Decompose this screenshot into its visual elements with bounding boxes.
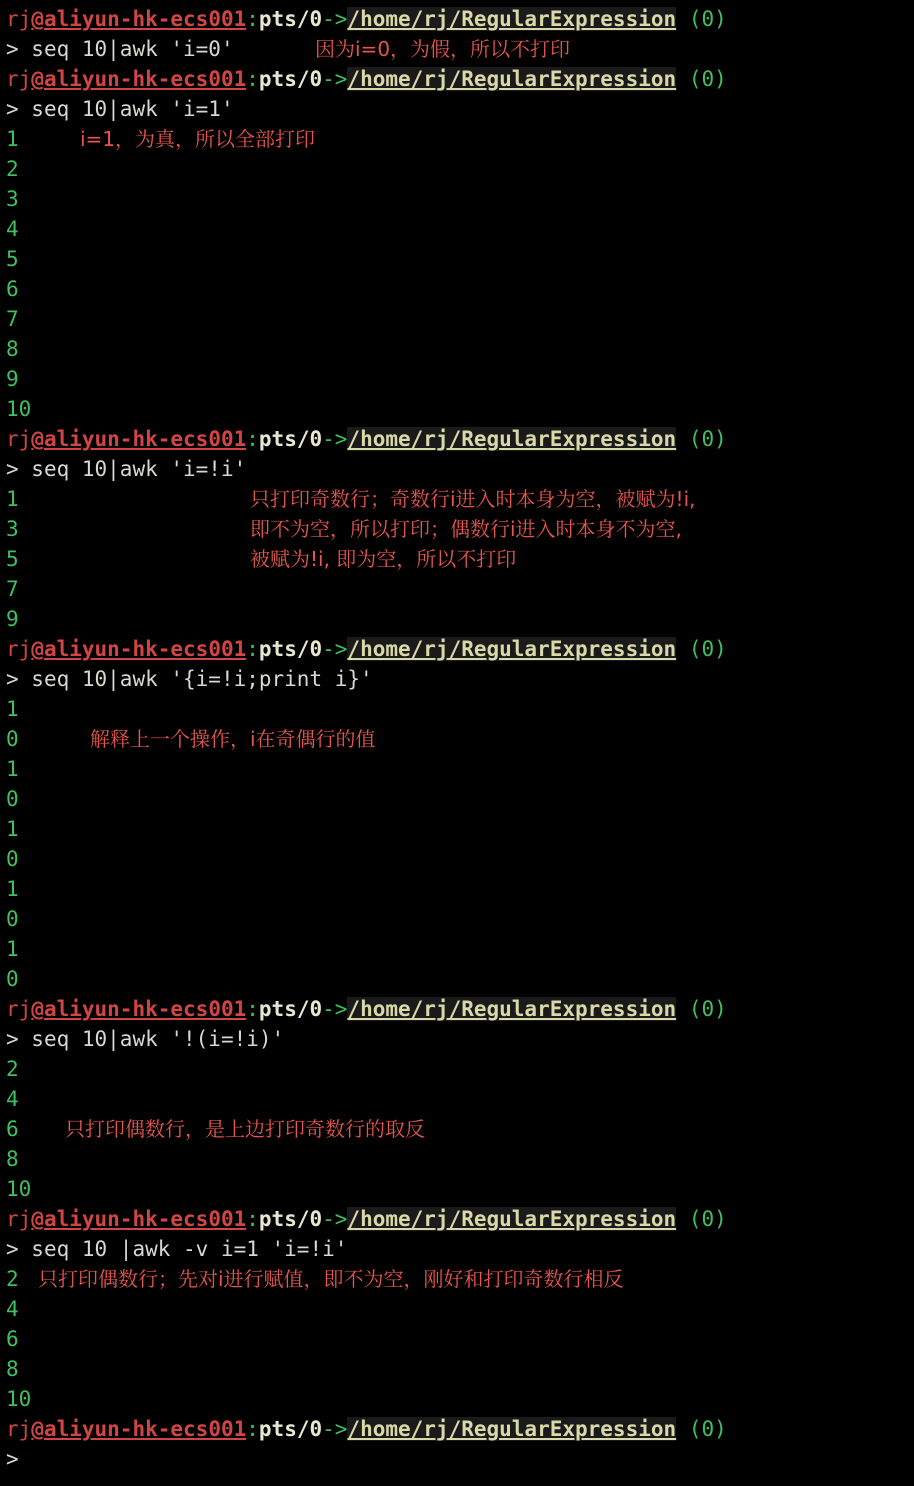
output-line [0, 1144, 914, 1174]
output-value: 3 [6, 517, 19, 541]
output-line [0, 724, 914, 754]
output-value: 9 [6, 607, 19, 631]
output-line [0, 874, 914, 904]
output-value: 8 [6, 337, 19, 361]
output-line [0, 334, 914, 364]
prompt-space [676, 1417, 689, 1441]
annotation-6: 只打印偶数行；先对i进行赋值，即不为空，刚好和打印奇数行相反 [38, 1267, 624, 1291]
output-value: 7 [6, 307, 19, 331]
output-value: 1 [6, 127, 19, 151]
annotation-2: i=1，为真，所以全部打印 [80, 127, 316, 151]
command-text: seq 10|awk 'i=0' [31, 37, 234, 61]
prompt-colon: : [246, 1207, 259, 1231]
prompt-colon: : [246, 67, 259, 91]
command-line[interactable] [0, 1234, 914, 1264]
prompt-user: rj [6, 1207, 32, 1231]
output-line [0, 694, 914, 724]
annotation-3-line2: 即不为空，所以打印；偶数行i进入时本身不为空, [250, 517, 682, 541]
output-line [0, 1174, 914, 1204]
annotation-4: 解释上一个操作，i在奇偶行的值 [90, 727, 376, 751]
active-command-line[interactable] [0, 1444, 914, 1474]
output-line [0, 1264, 914, 1294]
prompt-path: /home/rj/RegularExpression [347, 997, 677, 1021]
prompt-caret: > [6, 1027, 32, 1051]
output-value: 1 [6, 697, 19, 721]
output-line [0, 547, 914, 604]
command-text: seq 10|awk 'i=!i' [31, 457, 247, 481]
prompt-caret: > [6, 1237, 32, 1261]
prompt-space [676, 67, 689, 91]
prompt-space [676, 637, 689, 661]
prompt-path: /home/rj/RegularExpression [347, 1417, 677, 1441]
prompt-path: /home/rj/RegularExpression [347, 427, 677, 451]
annotation-5: 只打印偶数行，是上边打印奇数行的取反 [65, 1117, 425, 1141]
output-value: 10 [6, 397, 32, 421]
prompt-user: rj [6, 997, 32, 1021]
prompt-space [676, 1207, 689, 1231]
output-value: 0 [6, 967, 19, 991]
prompt-caret: > [6, 37, 32, 61]
output-value: 0 [6, 787, 19, 811]
prompt-host-at: @ [31, 427, 44, 451]
prompt-host-at: @ [31, 7, 44, 31]
prompt-user: rj [6, 7, 32, 31]
prompt-colon: : [246, 997, 259, 1021]
prompt-host: aliyun-hk-ecs001 [43, 997, 247, 1021]
prompt-arrow: -> [322, 637, 348, 661]
prompt-status [676, 7, 689, 31]
prompt-arrow: -> [322, 427, 348, 451]
output-line [0, 934, 914, 964]
prompt-path: /home/rj/RegularExpression [347, 637, 677, 661]
output-value: 2 [6, 157, 19, 181]
output-value: 1 [6, 757, 19, 781]
prompt-host: aliyun-hk-ecs001 [43, 1207, 247, 1231]
output-value: 1 [6, 817, 19, 841]
prompt-colon: : [246, 637, 259, 661]
output-value: 2 [6, 1267, 19, 1291]
output-line [0, 244, 914, 274]
command-text: seq 10 |awk -v i=1 'i=!i' [31, 1237, 348, 1261]
command-text: seq 10|awk '!(i=!i)' [31, 1027, 285, 1051]
prompt-colon: : [246, 427, 259, 451]
output-line [0, 1114, 914, 1144]
output-line [0, 904, 914, 934]
output-line [0, 1384, 914, 1414]
output-value: 5 [6, 247, 19, 271]
prompt-host-at: @ [31, 67, 44, 91]
prompt-status-code: (0) [688, 427, 727, 451]
prompt-tty: pts/0 [258, 637, 323, 661]
command-text: seq 10|awk '{i=!i;print i}' [31, 667, 373, 691]
prompt-line [0, 634, 914, 664]
prompt-line [0, 64, 914, 94]
output-value: 0 [6, 727, 19, 751]
output-value: 10 [6, 1387, 32, 1411]
prompt-user: rj [6, 637, 32, 661]
prompt-tty: pts/0 [258, 1417, 323, 1441]
command-line[interactable] [0, 34, 914, 64]
output-value: 3 [6, 187, 19, 211]
annotation-1: 因为i=0，为假，所以不打印 [315, 37, 571, 61]
output-line [0, 304, 914, 334]
prompt-line [0, 1204, 914, 1234]
output-value: 0 [6, 907, 19, 931]
prompt-host-at: @ [31, 1417, 44, 1441]
prompt-arrow: -> [322, 1207, 348, 1231]
output-line [0, 964, 914, 994]
output-line [0, 154, 914, 184]
output-value: 10 [6, 1177, 32, 1201]
output-value: 0 [6, 847, 19, 871]
command-text: seq 10|awk 'i=1' [31, 97, 234, 121]
command-line[interactable] [0, 454, 914, 484]
prompt-tty: pts/0 [258, 427, 323, 451]
prompt-caret: > [6, 1447, 32, 1471]
annotation-3-line3: 被赋为!i, 即为空，所以不打印 [250, 547, 517, 571]
output-value: 2 [6, 1057, 19, 1081]
command-line[interactable] [0, 94, 914, 124]
prompt-host: aliyun-hk-ecs001 [43, 7, 247, 31]
prompt-caret: > [6, 457, 32, 481]
output-value: 4 [6, 1297, 19, 1321]
output-line [0, 1324, 914, 1354]
output-line [0, 604, 914, 634]
output-line [0, 124, 914, 154]
prompt-host: aliyun-hk-ecs001 [43, 427, 247, 451]
output-line [0, 214, 914, 244]
output-line [0, 1054, 914, 1084]
output-value: 4 [6, 1087, 19, 1111]
prompt-path: /home/rj/RegularExpression [347, 67, 677, 91]
output-line [0, 844, 914, 874]
output-value: 1 [6, 937, 19, 961]
prompt-user: rj [6, 67, 32, 91]
prompt-tty: pts/0 [258, 1207, 323, 1231]
output-line [0, 784, 914, 814]
prompt-status-code: (0) [688, 67, 727, 91]
prompt-tty: pts/0 [258, 7, 323, 31]
prompt-line [0, 994, 914, 1024]
prompt-space [676, 997, 689, 1021]
prompt-user: rj [6, 427, 32, 451]
prompt-tty: pts/0 [258, 997, 323, 1021]
prompt-arrow: -> [322, 7, 348, 31]
output-value: 8 [6, 1357, 19, 1381]
prompt-line [0, 1414, 914, 1444]
output-value: 1 [6, 487, 19, 511]
prompt-arrow: -> [322, 67, 348, 91]
prompt-line [0, 4, 914, 34]
prompt-host-at: @ [31, 637, 44, 661]
output-value: 8 [6, 1147, 19, 1171]
prompt-host-at: @ [31, 997, 44, 1021]
prompt-colon: : [246, 1417, 259, 1441]
prompt-caret: > [6, 97, 32, 121]
prompt-path: /home/rj/RegularExpression [347, 1207, 677, 1231]
output-value: 7 [6, 577, 19, 601]
output-line [0, 1294, 914, 1324]
output-value: 6 [6, 277, 19, 301]
prompt-status-code: (0) [688, 7, 727, 31]
output-value: 4 [6, 217, 19, 241]
prompt-caret: > [6, 667, 32, 691]
output-value: 1 [6, 877, 19, 901]
prompt-host: aliyun-hk-ecs001 [43, 1417, 247, 1441]
prompt-host: aliyun-hk-ecs001 [43, 67, 247, 91]
prompt-arrow: -> [322, 1417, 348, 1441]
command-line[interactable] [0, 1024, 914, 1054]
output-line [0, 394, 914, 424]
prompt-status-code: (0) [688, 997, 727, 1021]
prompt-host-at: @ [31, 1207, 44, 1231]
output-line [0, 184, 914, 214]
prompt-path: /home/rj/RegularExpression [347, 7, 677, 31]
prompt-host: aliyun-hk-ecs001 [43, 637, 247, 661]
prompt-user: rj [6, 1417, 32, 1441]
output-value: 6 [6, 1117, 19, 1141]
prompt-line [0, 424, 914, 454]
output-line [0, 814, 914, 844]
prompt-status-code: (0) [688, 1417, 727, 1441]
prompt-status-code: (0) [688, 1207, 727, 1231]
prompt-colon: : [246, 7, 259, 31]
output-line [0, 1084, 914, 1114]
prompt-tty: pts/0 [258, 67, 323, 91]
output-line [0, 754, 914, 784]
annotation-3-line1: 只打印奇数行；奇数行i进入时本身为空，被赋为!i, [250, 487, 696, 511]
prompt-arrow: -> [322, 997, 348, 1021]
command-line[interactable] [0, 664, 914, 694]
prompt-space [676, 427, 689, 451]
output-line [0, 1354, 914, 1384]
output-line [0, 364, 914, 394]
prompt-status-code: (0) [688, 637, 727, 661]
output-value: 6 [6, 1327, 19, 1351]
output-value: 9 [6, 367, 19, 391]
output-value: 5 [6, 547, 19, 571]
output-line [0, 274, 914, 304]
